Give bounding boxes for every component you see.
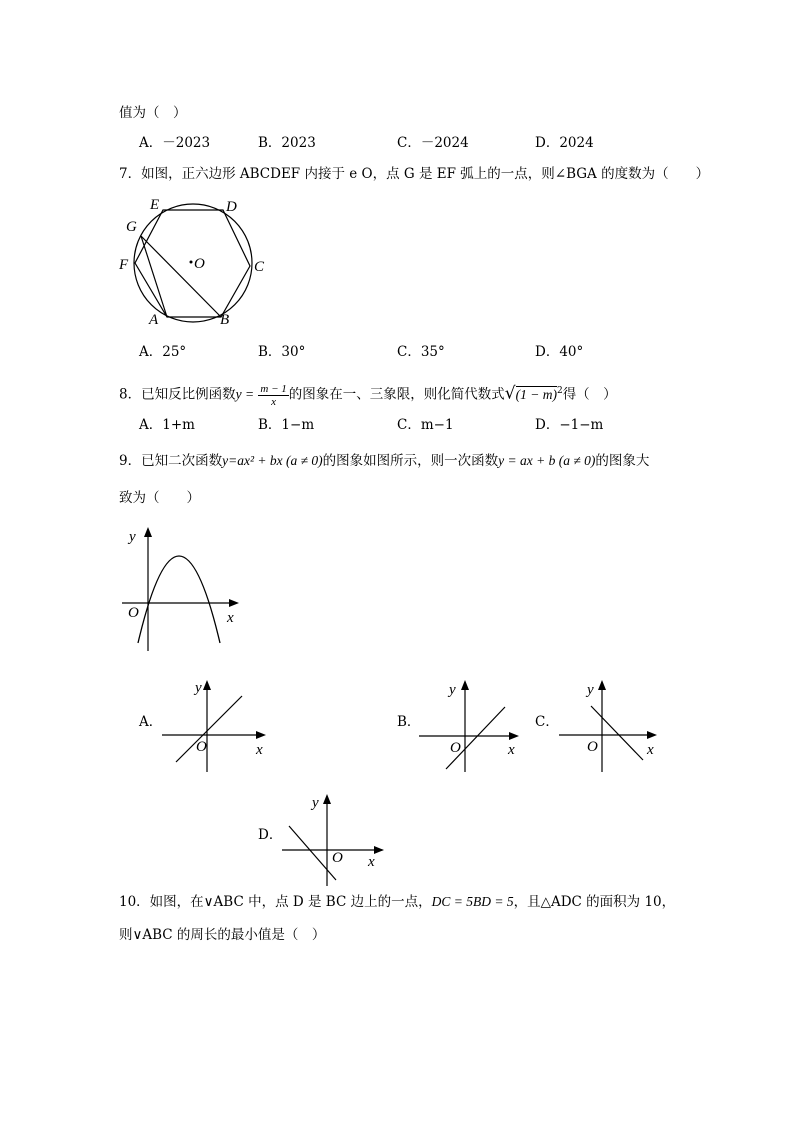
q6-stem-tail: 值为（ ） xyxy=(119,105,187,121)
q8-fraction xyxy=(258,383,288,408)
q10-stem-line1 xyxy=(119,893,675,911)
q7-option-d[interactable]: D．40° xyxy=(535,344,584,360)
q8-option-d[interactable]: D．−1−m xyxy=(535,417,604,433)
q10-condition: DC = 5BD = 5 xyxy=(431,894,514,909)
hexagon-abcdef xyxy=(135,210,250,317)
parabola-curve xyxy=(138,556,220,643)
label-c: C xyxy=(254,259,265,275)
q9-parabola-graph xyxy=(118,525,248,655)
q9-stem-a: 9．已知二次函数 xyxy=(119,453,223,469)
label-d: D xyxy=(226,199,237,215)
svg-text:y: y xyxy=(449,682,456,698)
svg-text:x: x xyxy=(368,854,375,870)
q7-stem: 7．如图，正六边形 ABCDEF 内接于 e O，点 G 是 EF 弧上的一点，则∠BGA 的度数为（ ） xyxy=(119,166,710,182)
q6-option-b[interactable]: B．2023 xyxy=(258,135,316,151)
label-e: E xyxy=(150,197,160,213)
q8-stem-a: 8．已知反比例函数 xyxy=(119,386,236,403)
svg-text:x: x xyxy=(256,742,263,758)
q8-frac-den: x xyxy=(271,395,276,408)
svg-text:x: x xyxy=(647,742,654,758)
label-o: O xyxy=(194,256,205,272)
q9-option-d-label[interactable]: D． xyxy=(258,827,283,843)
svg-text:y: y xyxy=(312,795,319,811)
q10-stem-b: ，且△ADC 的面积为 10， xyxy=(513,894,676,910)
svg-text:y: y xyxy=(587,682,594,698)
axis-x-label: x xyxy=(227,610,234,626)
svg-text:O: O xyxy=(196,739,207,755)
q9-option-a-label[interactable]: A． xyxy=(139,714,163,730)
label-f: F xyxy=(119,257,129,273)
axis-y-label: y xyxy=(129,529,136,545)
q9-option-a-graph[interactable] xyxy=(160,676,272,776)
q9-stem-c: 的图象大 xyxy=(595,453,650,469)
q8-option-c[interactable]: C．m−1 xyxy=(397,417,454,433)
q10-stem-a: 10．如图，在∨ABC 中，点 D 是 BC 边上的一点， xyxy=(119,894,432,910)
q7-option-c[interactable]: C．35° xyxy=(397,344,445,360)
q8-frac-num: m − 1 xyxy=(260,382,287,395)
q9-stem-d: 致为（ ） xyxy=(119,490,200,506)
label-b: B xyxy=(220,312,230,328)
q8-stem xyxy=(119,378,617,408)
q9-stem-b: 的图象如图所示，则一次函数 xyxy=(322,453,499,469)
q7-hexagon-figure xyxy=(110,190,280,330)
q8-sqrt-exp: 2 xyxy=(556,386,563,396)
q9-option-b-label[interactable]: B． xyxy=(397,714,421,730)
origin-label: O xyxy=(128,605,139,621)
q10-stem-c: 则∨ABC 的周长的最小值是（ ） xyxy=(119,927,326,943)
q8-stem-c: 得（ ） xyxy=(562,386,617,403)
q9-quad-func: y=ax² + bx (a ≠ 0) xyxy=(222,453,323,468)
q9-option-b-graph[interactable] xyxy=(415,676,525,776)
center-dot xyxy=(190,261,193,264)
q8-func-lhs: y = xyxy=(235,386,255,402)
q8-sqrt: $√(1 - m)^2$ xyxy=(504,383,563,404)
svg-text:O: O xyxy=(587,739,598,755)
svg-text:O: O xyxy=(450,740,461,756)
q8-option-a[interactable]: A．1+m xyxy=(139,417,195,433)
label-a: A xyxy=(149,312,159,328)
q7-option-b[interactable]: B．30° xyxy=(258,344,306,360)
svg-text:O: O xyxy=(332,850,343,866)
q8-option-b[interactable]: B．1−m xyxy=(258,417,315,433)
q9-option-c-graph[interactable] xyxy=(555,676,665,776)
svg-text:x: x xyxy=(508,742,515,758)
q9-stem-line1 xyxy=(119,452,649,470)
q7-option-a[interactable]: A．25° xyxy=(139,344,187,360)
segment-gb xyxy=(141,236,221,317)
q8-sqrt-body: (1 − m) xyxy=(515,386,557,402)
svg-text:y: y xyxy=(195,680,202,696)
q6-option-a[interactable]: A．－2023 xyxy=(139,135,211,151)
q9-lin-func: y = ax + b (a ≠ 0) xyxy=(498,453,596,468)
q9-option-d-graph[interactable] xyxy=(280,790,390,890)
q6-option-c[interactable]: C．－2024 xyxy=(397,135,469,151)
q6-option-d[interactable]: D．2024 xyxy=(535,135,594,151)
q8-stem-b: 的图象在一、三象限，则化简代数式 xyxy=(288,386,505,403)
segment-ga xyxy=(141,236,167,317)
circle-o xyxy=(134,204,252,322)
label-g: G xyxy=(126,219,137,235)
q9-option-c-label[interactable]: C． xyxy=(535,714,559,730)
